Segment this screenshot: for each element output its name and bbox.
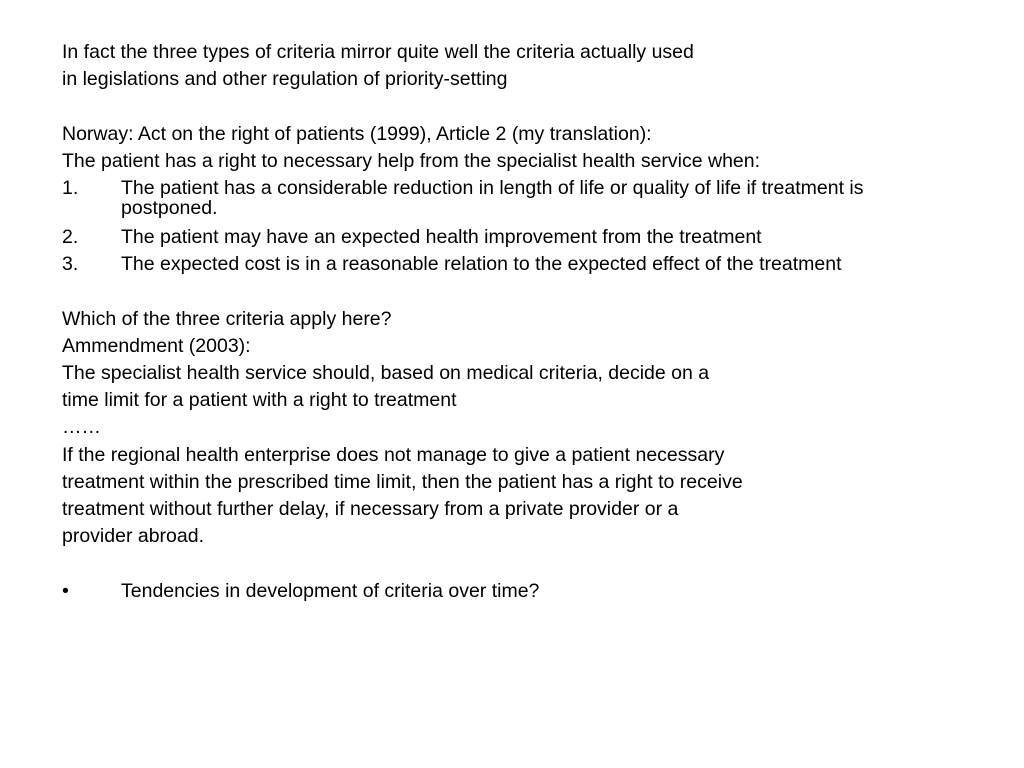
bullet-text: Tendencies in development of criteria over time?	[121, 580, 540, 602]
intro-line-1: In fact the three types of criteria mirror quite well the criteria actually used	[62, 41, 694, 63]
amendment-line-6: treatment without further delay, if necessary from a private provider or a	[62, 498, 679, 520]
list-item-1-continuation: postponed.	[121, 197, 218, 219]
list-item-2: The patient may have an expected health improvement from the treatment	[121, 226, 762, 248]
ellipsis: ……	[62, 416, 101, 438]
list-item-3: The expected cost is in a reasonable relation to the expected effect of the treatment	[121, 253, 842, 275]
norway-heading: Norway: Act on the right of patients (1999), Article 2 (my translation):	[62, 123, 652, 145]
amendment-heading: Ammendment (2003):	[62, 335, 251, 357]
amendment-line-7: provider abroad.	[62, 525, 205, 547]
list-number-3: 3.	[62, 253, 79, 275]
amendment-line-4: If the regional health enterprise does not manage to give a patient necessary	[62, 444, 725, 466]
list-number-2: 2.	[62, 226, 79, 248]
amendment-line-2: time limit for a patient with a right to treatment	[62, 389, 457, 411]
intro-line-2: in legislations and other regulation of priority-setting	[62, 68, 508, 90]
amendment-line-5: treatment within the prescribed time limit, then the patient has a right to receive	[62, 471, 743, 493]
question: Which of the three criteria apply here?	[62, 308, 392, 330]
list-item-1-text: The patient has a considerable reduction in length of life or quality of life if treatment is	[121, 177, 864, 199]
list-item-1	[121, 177, 1011, 219]
norway-lead: The patient has a right to necessary help from the specialist health service when:	[62, 150, 761, 172]
amendment-line-1: The specialist health service should, based on medical criteria, decide on a	[62, 362, 710, 384]
list-number-1: 1.	[62, 177, 79, 199]
bullet-symbol: •	[62, 580, 69, 602]
